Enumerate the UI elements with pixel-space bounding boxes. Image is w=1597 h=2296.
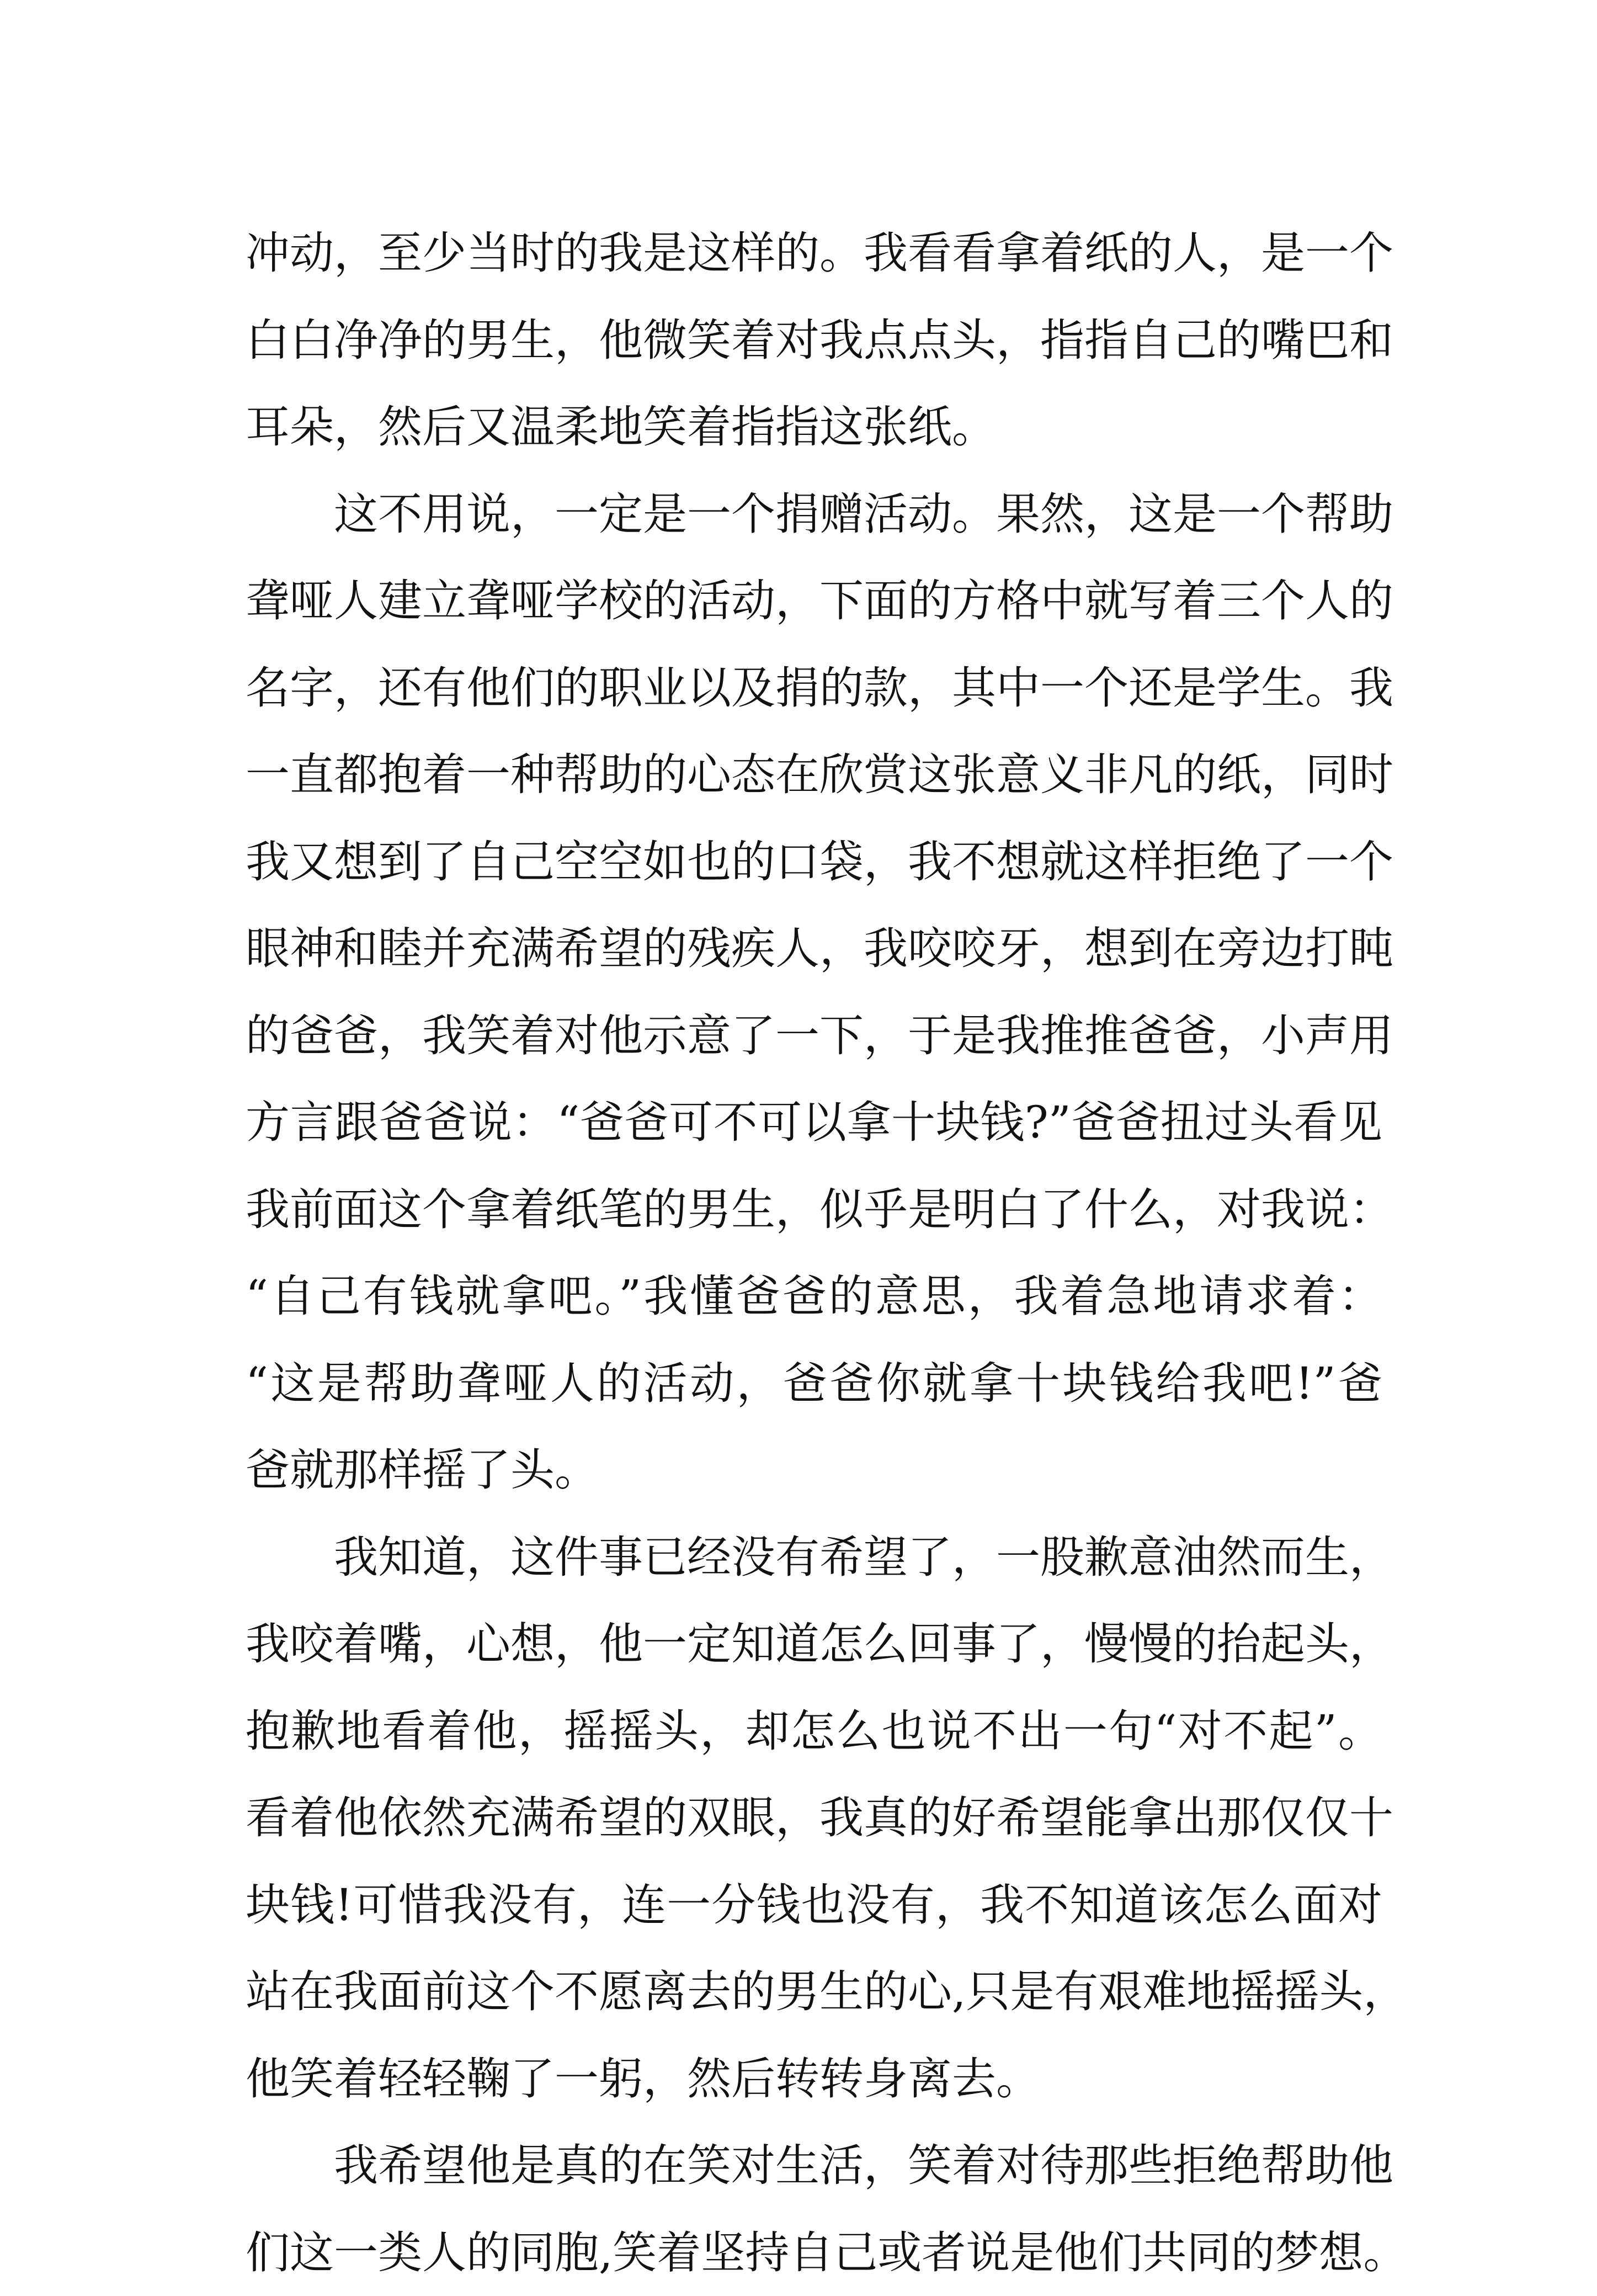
text-line: 我又想到了自己空空如也的口袋，我不想就这样拒绝了一个	[246, 819, 1382, 906]
text-line: “这是帮助聋哑人的活动，爸爸你就拿十块钱给我吧!”爸	[246, 1340, 1382, 1427]
text-line: 耳朵，然后又温柔地笑着指指这张纸。	[246, 384, 1382, 471]
text-line: 眼神和睦并充满希望的残疾人，我咬咬牙，想到在旁边打盹	[246, 905, 1382, 992]
text-line: 聋哑人建立聋哑学校的活动，下面的方格中就写着三个人的	[246, 557, 1382, 645]
text-line: 这不用说，一定是一个捐赠活动。果然，这是一个帮助	[246, 471, 1382, 558]
text-line: 爸就那样摇了头。	[246, 1427, 1382, 1514]
text-line: 抱歉地看着他，摇摇头，却怎么也说不出一句“对不起”。	[246, 1688, 1382, 1775]
text-line: 一直都抱着一种帮助的心态在欣赏这张意义非凡的纸，同时	[246, 731, 1382, 819]
text-line: 白白净净的男生，他微笑着对我点点头，指指自己的嘴巴和	[246, 297, 1382, 384]
text-line: 站在我面前这个不愿离去的男生的心,只是有艰难地摇摇头，	[246, 1948, 1382, 2035]
body-text	[246, 210, 1382, 2296]
text-line: 方言跟爸爸说：“爸爸可不可以拿十块钱?”爸爸扭过头看见	[246, 1079, 1382, 1166]
text-line: 我前面这个拿着纸笔的男生，似乎是明白了什么，对我说：	[246, 1166, 1382, 1253]
text-line: 冲动，至少当时的我是这样的。我看看拿着纸的人，是一个	[246, 210, 1382, 297]
text-line: 我希望他是真的在笑对生活，笑着对待那些拒绝帮助他	[246, 2122, 1382, 2209]
text-line: “自己有钱就拿吧。”我懂爸爸的意思，我着急地请求着：	[246, 1253, 1382, 1340]
text-line: 们这一类人的同胞,笑着坚持自己或者说是他们共同的梦想。	[246, 2209, 1382, 2296]
text-line: 我咬着嘴，心想，他一定知道怎么回事了，慢慢的抬起头，	[246, 1601, 1382, 1688]
text-line: 块钱!可惜我没有，连一分钱也没有，我不知道该怎么面对	[246, 1862, 1382, 1949]
text-line: 我知道，这件事已经没有希望了，一股歉意油然而生，	[246, 1514, 1382, 1601]
text-line: 的爸爸，我笑着对他示意了一下，于是我推推爸爸，小声用	[246, 992, 1382, 1080]
text-line: 他笑着轻轻鞠了一躬，然后转转身离去。	[246, 2035, 1382, 2123]
text-line: 看着他依然充满希望的双眼，我真的好希望能拿出那仅仅十	[246, 1774, 1382, 1862]
text-line: 名字，还有他们的职业以及捐的款，其中一个还是学生。我	[246, 645, 1382, 732]
